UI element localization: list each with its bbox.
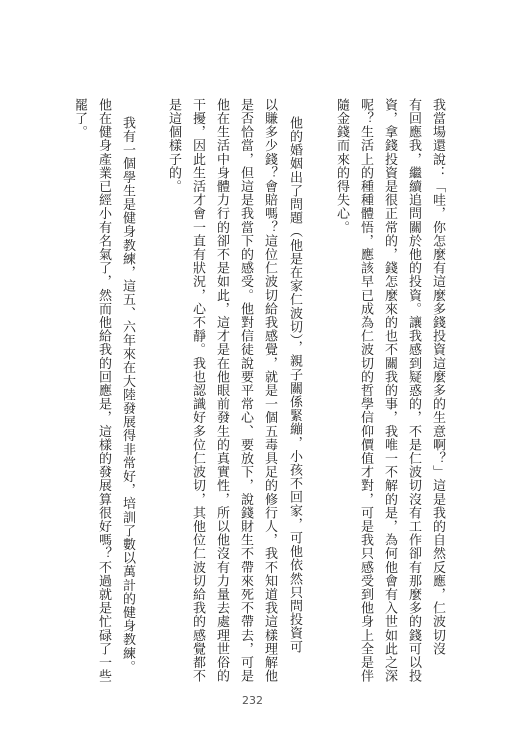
text-column-2: 有回應我，繼續追問關於他的投資。讓我感到疑惑的，不是仁波切沒有工作卻有那麼多的錢可以投 <box>406 98 421 683</box>
text-column-12: 是這個樣子的。 <box>166 98 181 194</box>
text-column-9: 是否恰當，但這是我當下的感受。他對信徒說要平常心、要放下，說錢財生不帶來死不帶去，可是 <box>238 98 253 683</box>
text-column-14: 我有一個學生是健身教練，這五、六年來在大陸發展得非常好，培訓了數以萬計的健身教練。 <box>120 116 135 674</box>
text-column-4: 呢？生活上的種種體悟，應該早已成為仁波切的哲學信仰價值才對，可是我只感受到他身上全是伴 <box>358 98 373 683</box>
text-column-16: 罷了。 <box>72 98 87 139</box>
text-column-10: 他在生活中身體力行的卻不是如此，這才是在他眼前發生的真實性，所以他沒有力量去處理世俗的 <box>214 98 229 683</box>
text-column-3: 資，拿錢投資是很正常的，錢怎麼來的也不關我的事，我唯一不解的是，為何他會有入世如此之深 <box>382 98 397 683</box>
text-column-7: 他的婚姻出了問題（他是在家仁波切），親子關係緊繃，小孩不回家，可他依然只問投資可 <box>287 116 302 654</box>
text-column-5: 隨金錢而來的得失心。 <box>334 98 349 234</box>
text-column-15: 他在健身產業已經小有名氣了，然而他給我的回應是，這樣的發展算很好嗎？不過就是忙碌了一些 <box>96 98 111 683</box>
text-column-11: 干擾，因此生活才會一直有狀況，心不靜。我也認識好多位仁波切，其他位仁波切給我的感覺都不 <box>190 98 205 683</box>
page-number: 232 <box>242 694 263 707</box>
text-column-1: 我當場還說：「哇，你怎麼有這麼多錢投資這麼多的生意啊？」這是我的自然反應，仁波切沒 <box>430 98 445 656</box>
text-column-8: 以賺多少錢？會賠嗎？這位仁波切給我感覺，就是一個五毒具足的修行人，我不知道我這樣理解他 <box>262 98 277 683</box>
